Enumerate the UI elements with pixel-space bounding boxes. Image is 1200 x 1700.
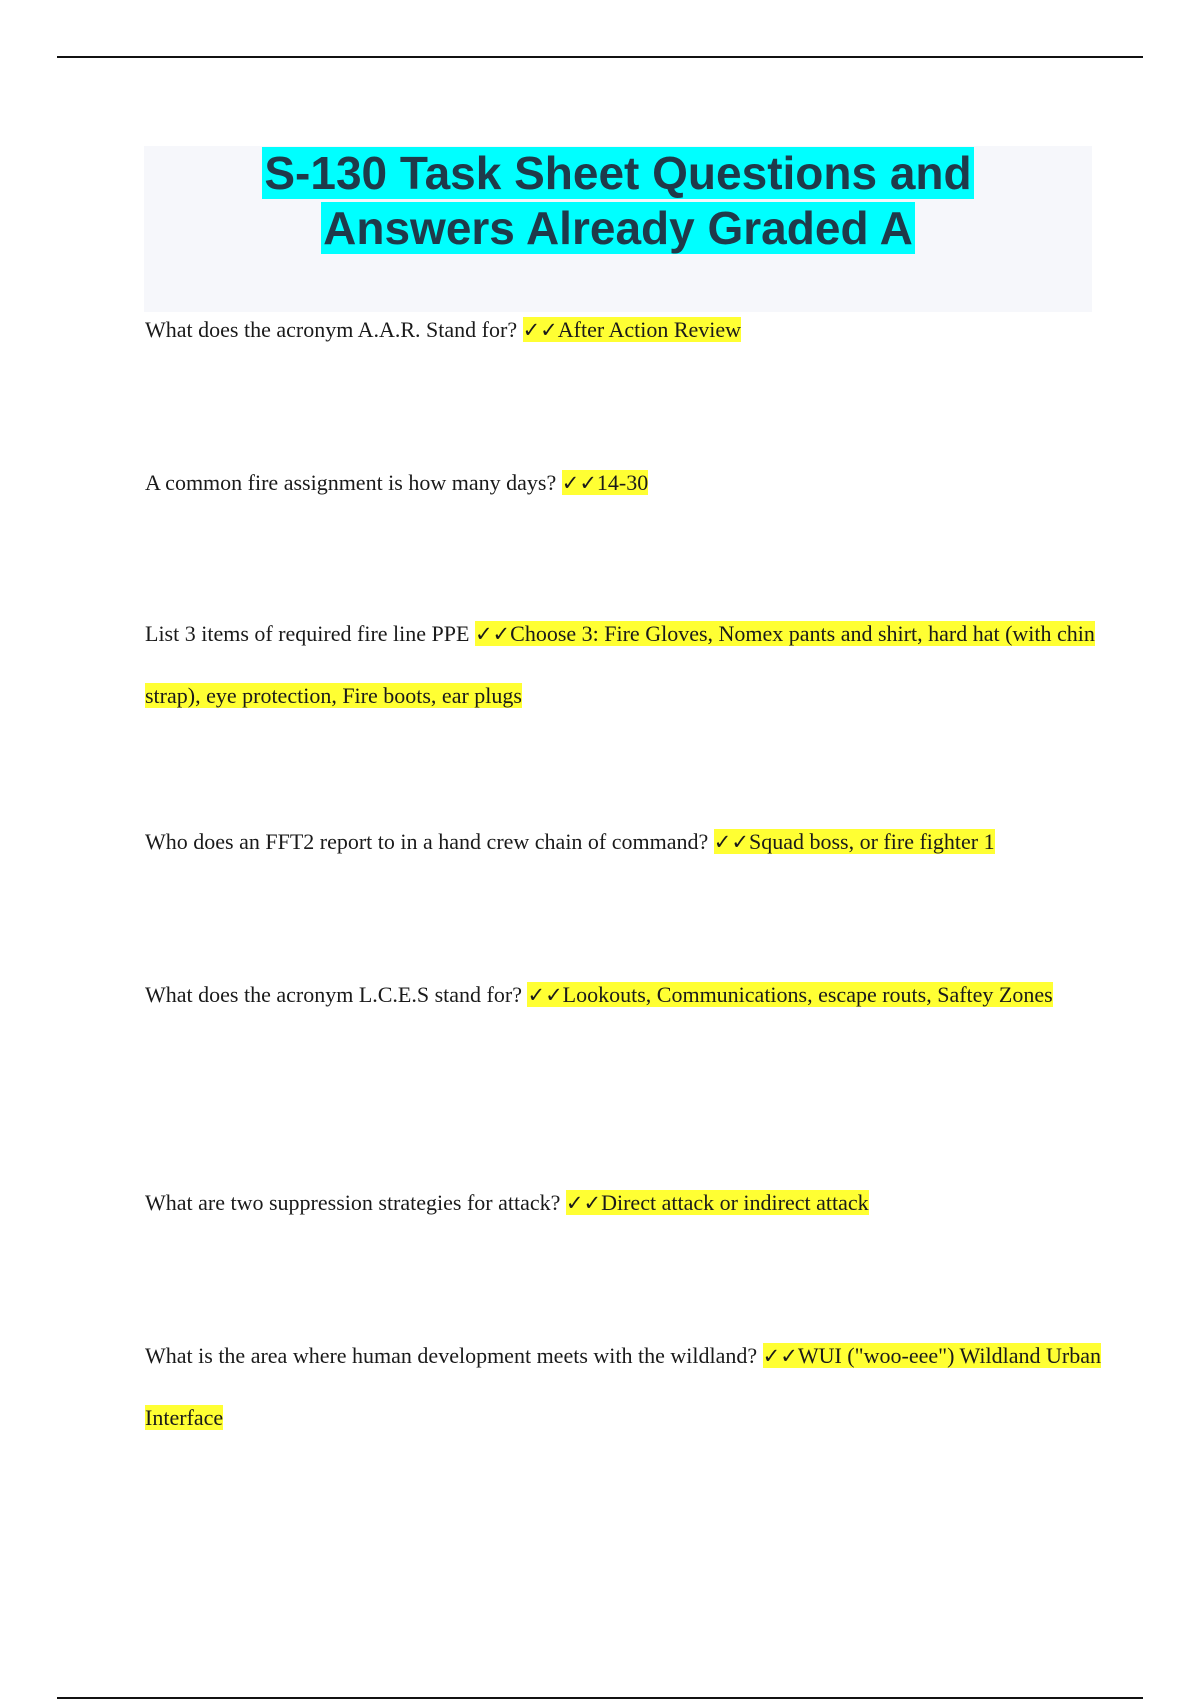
check-icon: ✓✓ [762,1344,798,1368]
title-line-2: Answers Already Graded A [323,202,913,254]
answer-highlight [523,317,742,342]
check-icon: ✓✓ [713,830,749,854]
check-icon: ✓✓ [474,622,511,646]
answer-text: Squad boss, or fire fighter 1 [748,829,995,854]
answer-highlight [527,982,1052,1007]
answer-highlight [714,829,995,854]
title-block [144,146,1092,312]
document-title [144,146,1092,256]
answer-highlight [562,470,649,495]
question-text: A common fire assignment is how many days? [145,470,557,495]
check-icon: ✓✓ [565,1191,602,1215]
qa-item [145,603,1105,726]
answer-highlight [566,1190,869,1215]
check-icon: ✓✓ [561,471,597,495]
question-text: List 3 items of required fire line PPE [145,621,470,646]
question-text: What does the acronym L.C.E.S stand for? [145,982,522,1007]
qa-item [145,452,1105,514]
question-text: What is the area where human development meets with the wildland? [145,1343,758,1368]
title-line-1: S-130 Task Sheet Questions and [264,147,972,199]
answer-text: 14-30 [596,470,649,495]
qa-item [145,964,1105,1026]
qa-item [145,299,1105,361]
check-icon: ✓✓ [522,318,558,342]
question-text: Who does an FFT2 report to in a hand crew chain of command? [145,829,709,854]
qa-item [145,1172,1105,1234]
question-text: What does the acronym A.A.R. Stand for? [145,317,518,342]
qa-item [145,1325,1105,1448]
check-icon: ✓✓ [527,983,563,1007]
qa-item [145,811,1105,873]
answer-text: Direct attack or indirect attack [601,1190,869,1215]
top-rule [57,56,1143,58]
answer-text: After Action Review [557,317,742,342]
bottom-rule [57,1697,1143,1699]
answer-text: Lookouts, Communications, escape routs, Saftey Zones [562,982,1053,1007]
question-text: What are two suppression strategies for attack? [145,1190,561,1215]
answer-text: WUI ("woo-eee") Wildland Urban Interface [145,1343,1101,1430]
answer-text: Choose 3: Fire Gloves, Nomex pants and shirt, hard hat (with chin strap), eye protection, Fire boots, ear plugs [145,621,1095,708]
